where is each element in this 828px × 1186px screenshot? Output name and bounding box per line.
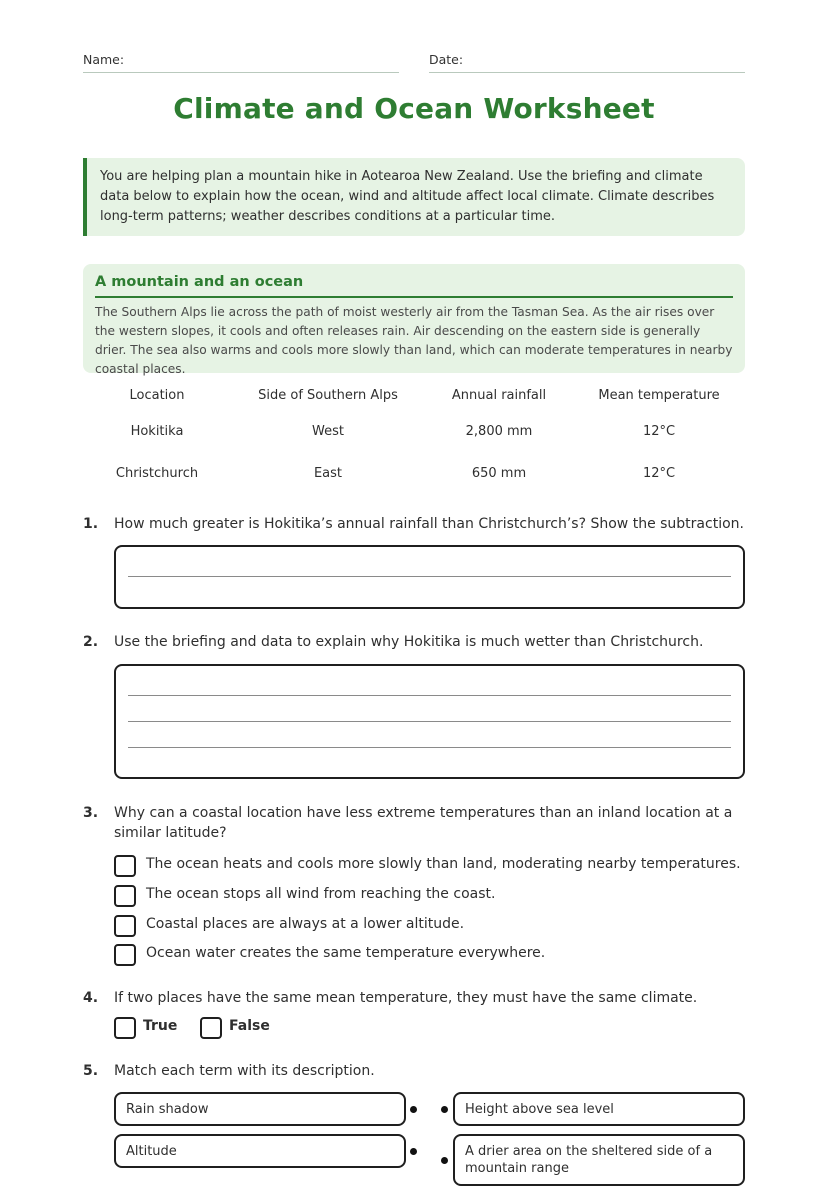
match-dot[interactable] (441, 1157, 448, 1164)
table-cell: 12°C (642, 465, 676, 481)
answer-box-q2[interactable] (114, 664, 745, 779)
checkbox[interactable] (200, 1017, 222, 1039)
option-label: Ocean water creates the same temperature everywhere. (146, 945, 546, 961)
briefing-panel (83, 264, 745, 376)
checkbox[interactable] (114, 855, 136, 877)
question-text: Use the briefing and data to explain why Hokitika is much wetter than Christchurch. (114, 634, 704, 650)
answer-line (128, 721, 731, 722)
table-header-cell: Mean temperature (598, 387, 720, 403)
question-1 (83, 514, 745, 534)
table-cell: 12°C (642, 423, 676, 439)
answer-line (128, 576, 731, 577)
briefing-heading: A mountain and an ocean (95, 274, 733, 298)
question-text: If two places have the same mean temperature, they must have the same climate. (114, 990, 698, 1006)
true-label: True (143, 1018, 178, 1034)
match-term[interactable]: Rain shadow (114, 1092, 406, 1126)
checkbox[interactable] (114, 915, 136, 937)
question-text: Match each term with its description. (114, 1063, 375, 1079)
question-number: 3. (83, 805, 99, 821)
name-label: Name: (83, 52, 125, 67)
question-number: 1. (83, 516, 99, 532)
climate-data-table (83, 380, 745, 494)
date-label: Date: (429, 52, 464, 67)
table-header-cell: Side of Southern Alps (258, 387, 398, 403)
match-description[interactable]: Height above sea level (453, 1092, 745, 1126)
table-cell: Hokitika (130, 423, 184, 439)
option-label: Coastal places are always at a lower altitude. (146, 916, 465, 932)
question-3 (83, 803, 745, 843)
table-header-cell: Location (129, 387, 185, 403)
match-dot[interactable] (441, 1106, 448, 1113)
question-text: How much greater is Hokitika’s annual rainfall than Christchurch’s? Show the subtraction. (114, 516, 744, 532)
answer-line (128, 747, 731, 748)
table-cell: 2,800 mm (465, 423, 533, 439)
false-label: False (229, 1018, 270, 1034)
match-dot[interactable] (410, 1148, 417, 1155)
answer-line (128, 695, 731, 696)
question-number: 4. (83, 990, 99, 1006)
checkbox[interactable] (114, 885, 136, 907)
table-header-row (83, 380, 745, 410)
table-row (83, 452, 745, 494)
question-number: 5. (83, 1063, 99, 1079)
page-title: Climate and Ocean Worksheet (173, 92, 655, 125)
question-number: 2. (83, 634, 99, 650)
table-row (83, 410, 745, 452)
match-description[interactable]: A drier area on the sheltered side of a mountain range (453, 1134, 745, 1186)
table-header-cell: Annual rainfall (451, 387, 547, 403)
table-cell: Christchurch (115, 465, 199, 481)
question-4 (83, 988, 745, 1008)
table-cell: 650 mm (471, 465, 527, 481)
header-fields (83, 52, 745, 74)
option-label: The ocean stops all wind from reaching the coast. (146, 886, 496, 902)
checkbox[interactable] (114, 1017, 136, 1039)
table-cell: East (313, 465, 343, 481)
match-term[interactable]: Altitude (114, 1134, 406, 1168)
question-2 (83, 632, 745, 652)
table-cell: West (312, 423, 344, 439)
question-text: Why can a coastal location have less extreme temperatures than an inland location at a similar latitude? (114, 805, 733, 841)
date-field[interactable] (429, 52, 745, 73)
briefing-text: The Southern Alps lie across the path of moist westerly air from the Tasman Sea. As the air rises over the western slopes, it cools and often releases rain. Air descending on the eastern side is generally drier. The sea also warms and cools more slowly than land, which can moderate temperatures in nearby coastal places. (95, 305, 733, 376)
match-dot[interactable] (410, 1106, 417, 1113)
checkbox[interactable] (114, 944, 136, 966)
intro-callout: You are helping plan a mountain hike in Aotearoa New Zealand. Use the briefing and climate data below to explain how the ocean, wind and altitude affect local climate. Climate describes long-term patterns; weather describes conditions at a particular time. (83, 158, 745, 236)
name-field[interactable] (83, 52, 399, 73)
answer-box-q1[interactable] (114, 545, 745, 609)
option-label: The ocean heats and cools more slowly than land, moderating nearby temperatures. (146, 856, 741, 872)
question-5 (83, 1061, 745, 1081)
